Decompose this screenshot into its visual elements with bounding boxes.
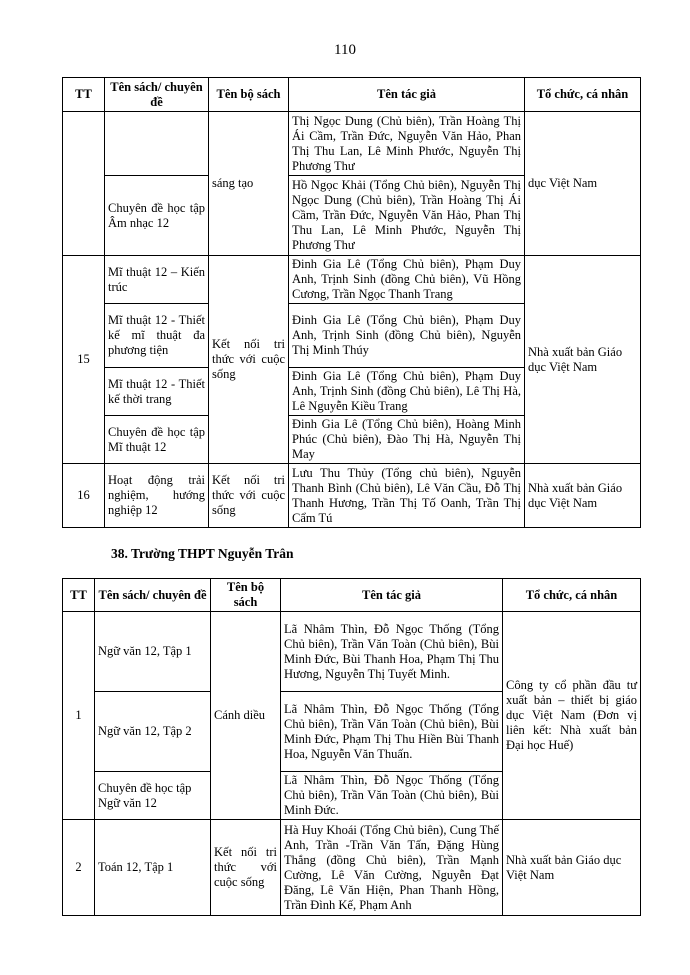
- table-row: [63, 612, 641, 692]
- books-table: [62, 578, 641, 916]
- authors-cell: Lã Nhâm Thìn, Đỗ Ngọc Thống (Tổng Chủ biên), Trần Văn Toàn (Chủ biên), Bùi Minh Đức, Phạm Thị Thu Hiền Bùi Thanh Hoa, Nguyễn Văn Thuấn.: [281, 692, 503, 772]
- section-heading: 38. Trường THPT Nguyễn Trân: [111, 546, 294, 561]
- row-number-cell: 16: [63, 464, 105, 528]
- book-series-cell: Cánh diều: [211, 612, 281, 820]
- organization-cell: Công ty cổ phần đầu tư xuất bản – thiết bị giáo dục Việt Nam (Đơn vị liên kết: Nhà xuất bản Đại học Huế): [503, 612, 641, 820]
- book-title-cell: Chuyên đề học tập Âm nhạc 12: [105, 176, 209, 256]
- row-number-cell: 1: [63, 612, 95, 820]
- authors-cell: Lưu Thu Thủy (Tổng chủ biên), Nguyễn Thanh Bình (Chủ biên), Lê Văn Cầu, Đỗ Thị Thanh Hương, Trần Thị Tố Oanh, Trần Thị Cẩm Tú: [289, 464, 525, 528]
- authors-cell: Thị Ngọc Dung (Chủ biên), Trần Hoàng Thị Ái Cầm, Trần Đức, Nguyễn Văn Hảo, Phan Thị Thu Lan, Lê Minh Phước, Nguyễn Thị Phương Thư: [289, 112, 525, 176]
- books-table-continued: [62, 77, 641, 528]
- organization-cell: dục Việt Nam: [525, 112, 641, 256]
- organization-cell: Nhà xuất bản Giáo dục Việt Nam: [503, 820, 641, 916]
- book-title-cell: Ngữ văn 12, Tập 1: [95, 612, 211, 692]
- book-title-cell: Mĩ thuật 12 - Thiết kế mĩ thuật đa phương tiện: [105, 304, 209, 368]
- authors-cell: Đinh Gia Lê (Tổng Chủ biên), Phạm Duy Anh, Trịnh Sinh (đồng Chủ biên), Vũ Hồng Cương, Trần Ngọc Thanh Trang: [289, 256, 525, 304]
- header-book: Tên sách/ chuyên đề: [105, 78, 209, 112]
- header-org: Tổ chức, cá nhân: [525, 78, 641, 112]
- header-authors: Tên tác giả: [289, 78, 525, 112]
- book-series-cell: Kết nối tri thức với cuộc sống: [209, 464, 289, 528]
- header-series: Tên bộ sách: [209, 78, 289, 112]
- authors-cell: Đinh Gia Lê (Tổng Chủ biên), Hoàng Minh Phúc (Chủ biên), Đào Thị Hà, Nguyễn Thị May: [289, 416, 525, 464]
- row-number-cell: 2: [63, 820, 95, 916]
- table-row: [63, 112, 641, 176]
- book-title-cell: Chuyên đề học tập Mĩ thuật 12: [105, 416, 209, 464]
- authors-cell: Lã Nhâm Thìn, Đỗ Ngọc Thống (Tổng Chủ biên), Trần Văn Toàn (Chủ biên), Bùi Minh Đức.: [281, 772, 503, 820]
- authors-cell: Hồ Ngọc Khải (Tổng Chủ biên), Nguyễn Thị Ngọc Dung (Chủ biên), Trần Hoàng Thị Ái Cầm, Trần Đức, Nguyễn Văn Hảo, Phan Thị Thu Lan, Lê Minh Phước, Nguyễn Thị Phương Thư: [289, 176, 525, 256]
- book-series-cell: sáng tạo: [209, 112, 289, 256]
- authors-cell: Đinh Gia Lê (Tổng Chủ biên), Phạm Duy Anh, Trịnh Sinh (đồng Chủ biên), Lê Thị Hà, Lê Nguyễn Kiều Trang: [289, 368, 525, 416]
- book-title-cell: Mĩ thuật 12 – Kiến trúc: [105, 256, 209, 304]
- authors-cell: Lã Nhâm Thìn, Đỗ Ngọc Thống (Tổng Chủ biên), Trần Văn Toàn (Chủ biên), Bùi Minh Đức, Bùi Thanh Hoa, Phạm Thị Thu Hương, Nguyễn Thị Tuyết Minh.: [281, 612, 503, 692]
- header-org: Tổ chức, cá nhân: [503, 579, 641, 612]
- book-title-cell: Mĩ thuật 12 - Thiết kế thời trang: [105, 368, 209, 416]
- page-number: 110: [334, 42, 356, 58]
- organization-cell: Nhà xuất bản Giáo dục Việt Nam: [525, 256, 641, 464]
- organization-cell: Nhà xuất bản Giáo dục Việt Nam: [525, 464, 641, 528]
- book-title-cell: Ngữ văn 12, Tập 2: [95, 692, 211, 772]
- header-series: Tên bộ sách: [211, 579, 281, 612]
- table-header-row: [63, 579, 641, 612]
- row-number-cell: 15: [63, 256, 105, 464]
- book-title-cell: Toán 12, Tập 1: [95, 820, 211, 916]
- table-row: [63, 256, 641, 304]
- header-tt: TT: [63, 579, 95, 612]
- authors-cell: Đinh Gia Lê (Tổng Chủ biên), Phạm Duy Anh, Trịnh Sinh (đồng Chủ biên), Nguyễn Thị Minh Thúy: [289, 304, 525, 368]
- header-book: Tên sách/ chuyên đề: [95, 579, 211, 612]
- book-title-cell: [105, 112, 209, 176]
- header-tt: TT: [63, 78, 105, 112]
- table-row: [63, 464, 641, 528]
- book-series-cell: Kết nối tri thức với cuộc sống: [211, 820, 281, 916]
- book-series-cell: Kết nối tri thức với cuộc sống: [209, 256, 289, 464]
- table-header-row: [63, 78, 641, 112]
- table-row: [63, 820, 641, 916]
- row-number-cell: [63, 112, 105, 256]
- book-title-cell: Chuyên đề học tập Ngữ văn 12: [95, 772, 211, 820]
- authors-cell: Hà Huy Khoái (Tổng Chủ biên), Cung Thế Anh, Trần -Trần Văn Tấn, Đặng Hùng Thắng (đồng Chủ biên), Trần Mạnh Cường, Lê Văn Cường, Nguyễn Đạt Đăng, Lê Văn Hiện, Phan Thanh Hồng, Trần Đình Kế, Phạm Anh: [281, 820, 503, 916]
- header-authors: Tên tác giả: [281, 579, 503, 612]
- book-title-cell: Hoạt động trải nghiệm, hướng nghiệp 12: [105, 464, 209, 528]
